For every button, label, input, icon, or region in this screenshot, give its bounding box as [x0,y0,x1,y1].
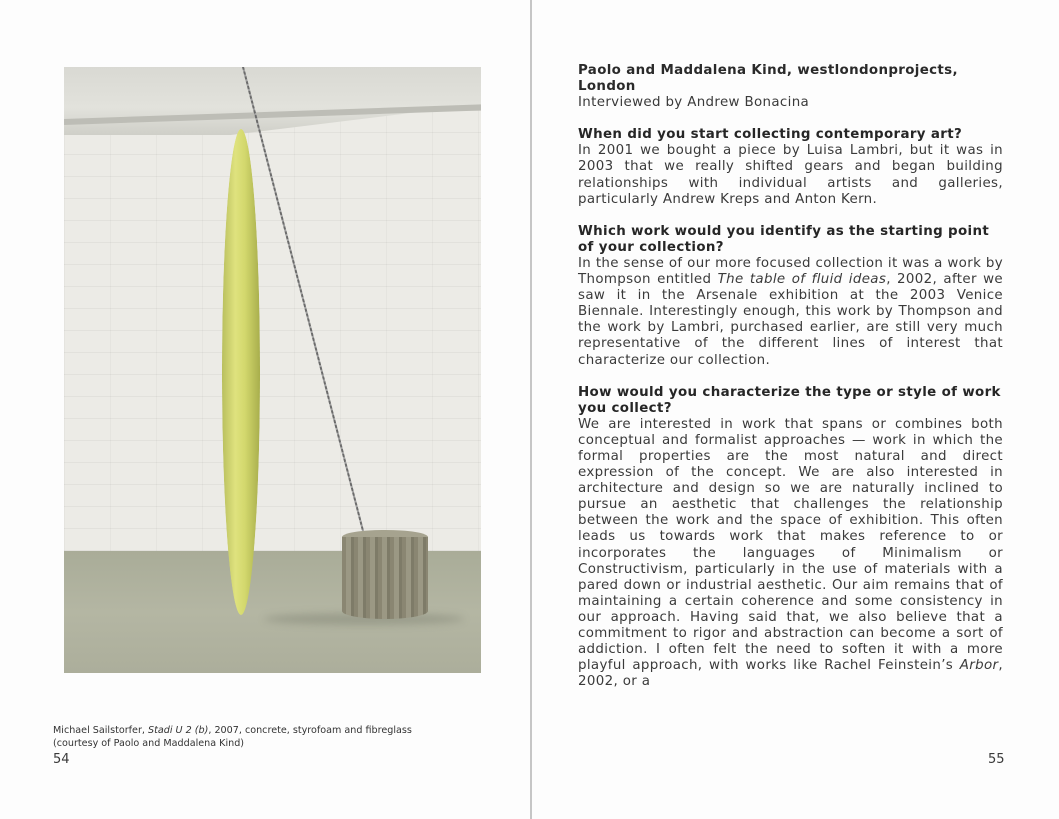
page-number-right: 55 [988,752,1005,767]
caption-line-1: Michael Sailstorfer, Stadi U 2 (b), 2007, concrete, styrofoam and fibreglass [53,725,412,736]
caption-credit: (courtesy of Paolo and Maddalena Kind) [53,738,245,749]
page-number-left: 54 [53,752,70,767]
question-3: How would you characterize the type or style of work you collect? [578,384,1001,416]
right-page [532,0,1059,819]
article-title: Paolo and Maddalena Kind, westlondonprojects, London [578,63,958,95]
artwork-title-thompson: The table of fluid ideas [717,272,887,288]
photo-caption [53,724,493,750]
artwork-title-feinstein: Arbor [959,658,999,674]
answer-2: In the sense of our more focused collection it was a work by Thompson entitled The table of fluid ideas, 2002, after we saw it in the Arsenale exhibition at the 2003 Venice Biennale. Interestingly enough, this work by Thompson and the work by Lambri, purchased earlier, are still very much representative of the different lines of interest that characterize our collection. [578,255,1003,368]
answer-3: We are interested in work that spans or combines both conceptual and formalist approaches — work in which the formal properties are the most natural and direct expression of the concept. We are also interested in architecture and design so we are naturally inclined to pursue an aesthetic that challenges the relationship between the work and the space of exhibition. This often leads us towards work that makes reference to or incorporates the languages of Minimalism or Constructivism, particularly in the use of materials with a pared down or industrial aesthetic. Our aim remains that of maintaining a certain coherence and some consistency in our approach. Having said that, we also believe that a commitment to rigor and abstraction can become a sort of addiction. I often felt the need to soften it with a more playful approach, with works like Rachel Feinstein’s Arbor, 2002, or a [578,416,1003,690]
question-1: When did you start collecting contemporary art? [578,127,963,143]
photo-wall [64,67,481,551]
caption-artwork-title: Stadi U 2 (b) [148,725,209,736]
artwork-photo [64,67,481,673]
sculpture-concrete-block [342,537,428,619]
article-byline: Interviewed by Andrew Bonacina [578,95,810,111]
answer-1: In 2001 we bought a piece by Luisa Lambri, but it was in 2003 that we really shifted gears and began building relationships with individual artists and galleries, particularly Andrew Kreps and Anton Kern. [578,143,1003,207]
question-2: Which work would you identify as the starting point of your collection? [578,223,990,255]
sculpture-pod [222,129,260,615]
interview-article [578,63,1003,706]
